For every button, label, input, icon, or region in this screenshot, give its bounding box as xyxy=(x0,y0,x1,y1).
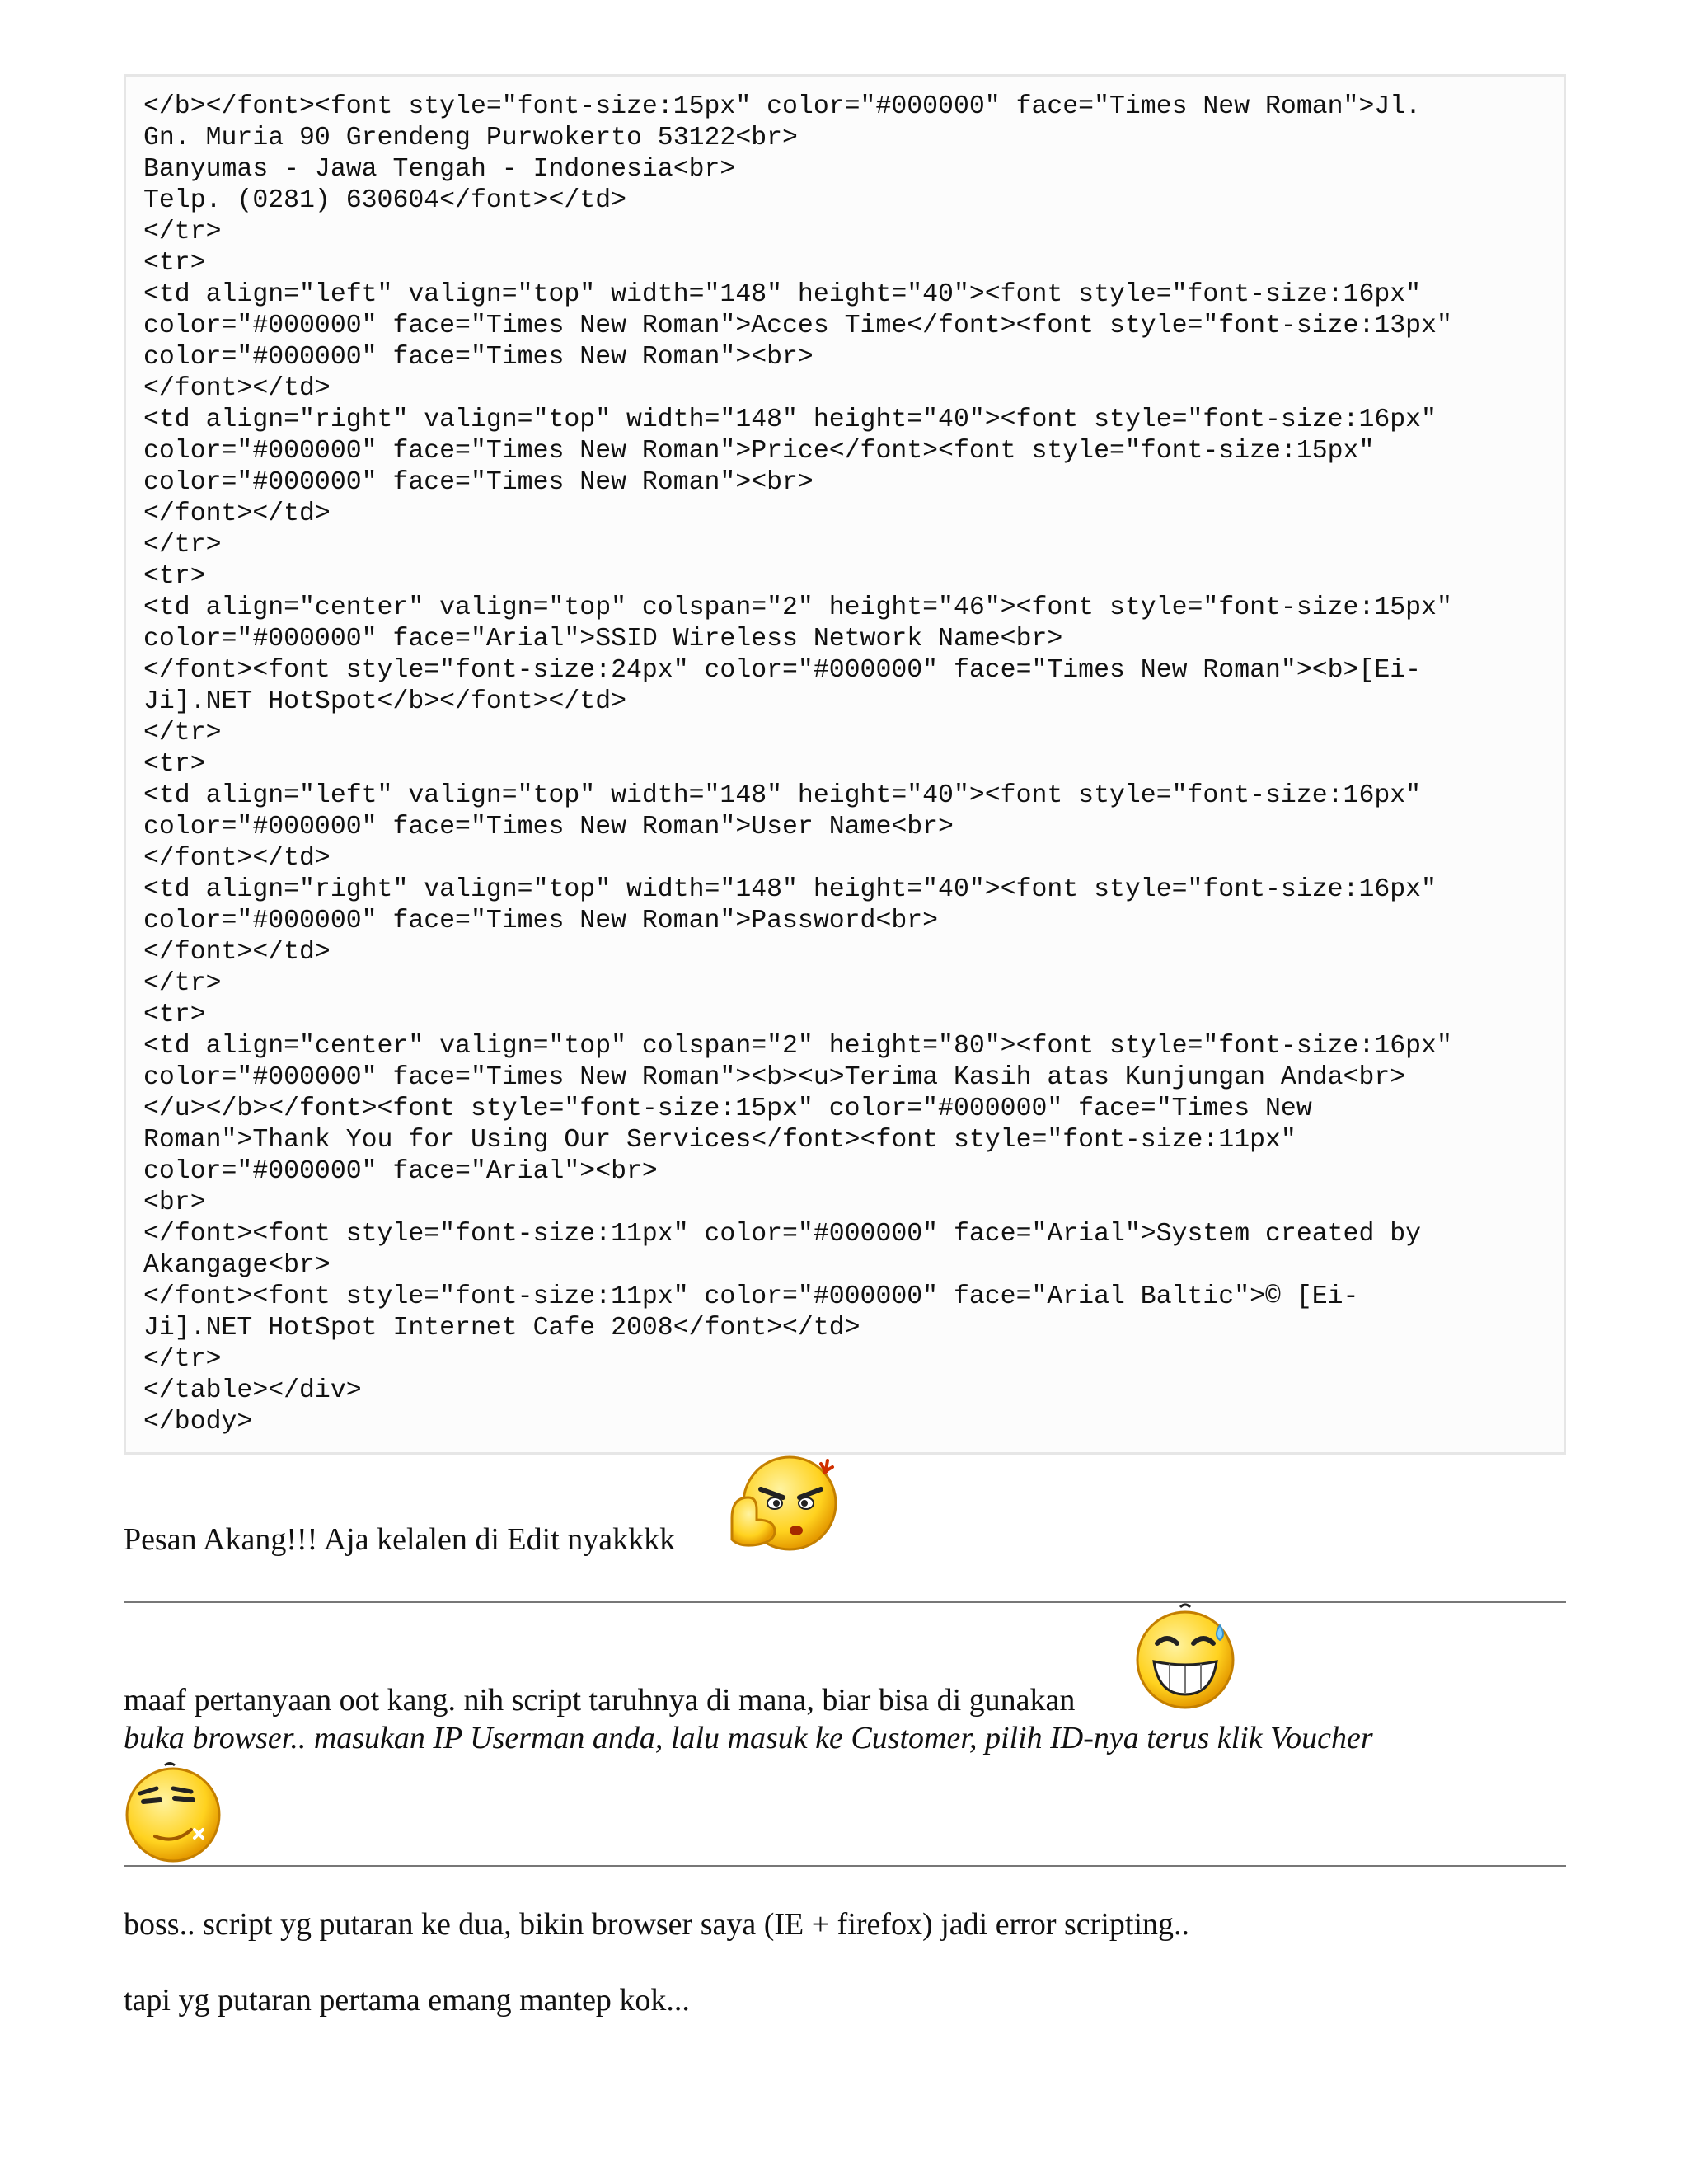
code-line: Ji].NET HotSpot</b></font></td> xyxy=(143,687,626,716)
code-line: <td align="right" valign="top" width="148" height="40"><font style="font-size:16px" xyxy=(143,405,1437,434)
code-line: </tr> xyxy=(143,969,222,998)
code-line: color="#000000" face="Times New Roman"><b><u>Terima Kasih atas Kunjungan Anda<br> xyxy=(143,1063,1406,1092)
laughing-sweat-smiley-icon xyxy=(1132,1601,1241,1713)
post-message-3: boss.. script yg putaran ke dua, bikin browser saya (IE + firefox) jadi error scripting.. xyxy=(124,1907,1190,1942)
reply-message: buka browser.. masukan IP Userman anda, lalu masuk ke Customer, pilih ID-nya terus klik Voucher xyxy=(124,1721,1373,1755)
code-line: <td align="left" valign="top" width="148" height="40"><font style="font-size:16px" xyxy=(143,781,1422,810)
code-line: </table></div> xyxy=(143,1376,362,1405)
code-line: <tr> xyxy=(143,1001,206,1029)
angry-thumb-smiley-icon xyxy=(724,1452,843,1558)
code-line: <tr> xyxy=(143,249,206,278)
code-line: color="#000000" face="Times New Roman">Acces Time</font><font style="font-size:13px" xyxy=(143,312,1452,340)
code-line: <td align="center" valign="top" colspan="2" height="80"><font style="font-size:16px" xyxy=(143,1032,1452,1061)
code-line: </tr> xyxy=(143,531,222,560)
smirking-smiley-icon xyxy=(122,1760,226,1863)
code-line: Gn. Muria 90 Grendeng Purwokerto 53122<br> xyxy=(143,124,798,152)
code-line: </font></td> xyxy=(143,499,331,528)
code-line: Akangage<br> xyxy=(143,1251,331,1280)
code-line: color="#000000" face="Times New Roman">Price</font><font style="font-size:15px" xyxy=(143,437,1375,466)
code-line: color="#000000" face="Arial"><br> xyxy=(143,1157,658,1186)
code-block xyxy=(124,74,1566,1455)
code-line: Ji].NET HotSpot Internet Cafe 2008</font></td> xyxy=(143,1314,860,1343)
code-line: <br> xyxy=(143,1188,206,1217)
code-line: </font></td> xyxy=(143,844,331,873)
code-line: </font></td> xyxy=(143,938,331,967)
code-line: </font><font style="font-size:11px" color="#000000" face="Arial">System created by xyxy=(143,1220,1422,1249)
post-message-3-continued: tapi yg putaran pertama emang mantep kok... xyxy=(124,1983,690,2018)
code-line: <tr> xyxy=(143,562,206,591)
code-line: </u></b></font><font style="font-size:15px" color="#000000" face="Times New xyxy=(143,1094,1312,1123)
code-line: Roman">Thank You for Using Our Services</font><font style="font-size:11px" xyxy=(143,1126,1296,1155)
divider xyxy=(124,1601,1566,1603)
post-message-1: Pesan Akang!!! Aja kelalen di Edit nyakkkk xyxy=(124,1522,676,1557)
code-line: </font></td> xyxy=(143,374,331,403)
code-line: color="#000000" face="Times New Roman"><br> xyxy=(143,468,814,497)
code-line: </b></font><font style="font-size:15px" color="#000000" face="Times New Roman">Jl. xyxy=(143,92,1422,121)
code-line: </tr> xyxy=(143,1345,222,1374)
code-line: <td align="right" valign="top" width="148" height="40"><font style="font-size:16px" xyxy=(143,875,1437,904)
code-line: color="#000000" face="Times New Roman">User Name<br> xyxy=(143,813,954,841)
code-line: color="#000000" face="Times New Roman"><br> xyxy=(143,343,814,372)
code-line: </tr> xyxy=(143,719,222,748)
code-line: <tr> xyxy=(143,750,206,779)
code-line: </font><font style="font-size:24px" color="#000000" face="Times New Roman"><b>[Ei- xyxy=(143,656,1422,685)
code-line: Telp. (0281) 630604</font></td> xyxy=(143,186,626,215)
code-line: </font><font style="font-size:11px" color="#000000" face="Arial Baltic">© [Ei- xyxy=(143,1282,1359,1311)
post-message-2: maaf pertanyaan oot kang. nih script taruhnya di mana, biar bisa di gunakan xyxy=(124,1683,1076,1718)
code-line: color="#000000" face="Times New Roman">Password<br> xyxy=(143,907,939,935)
code-line: Banyumas - Jawa Tengah - Indonesia<br> xyxy=(143,155,736,184)
code-line: <td align="left" valign="top" width="148" height="40"><font style="font-size:16px" xyxy=(143,280,1422,309)
code-line: color="#000000" face="Arial">SSID Wireless Network Name<br> xyxy=(143,625,1063,654)
code-line: <td align="center" valign="top" colspan="2" height="46"><font style="font-size:15px" xyxy=(143,593,1452,622)
code-line: </tr> xyxy=(143,218,222,246)
divider xyxy=(124,1865,1566,1867)
code-line: </body> xyxy=(143,1408,253,1436)
